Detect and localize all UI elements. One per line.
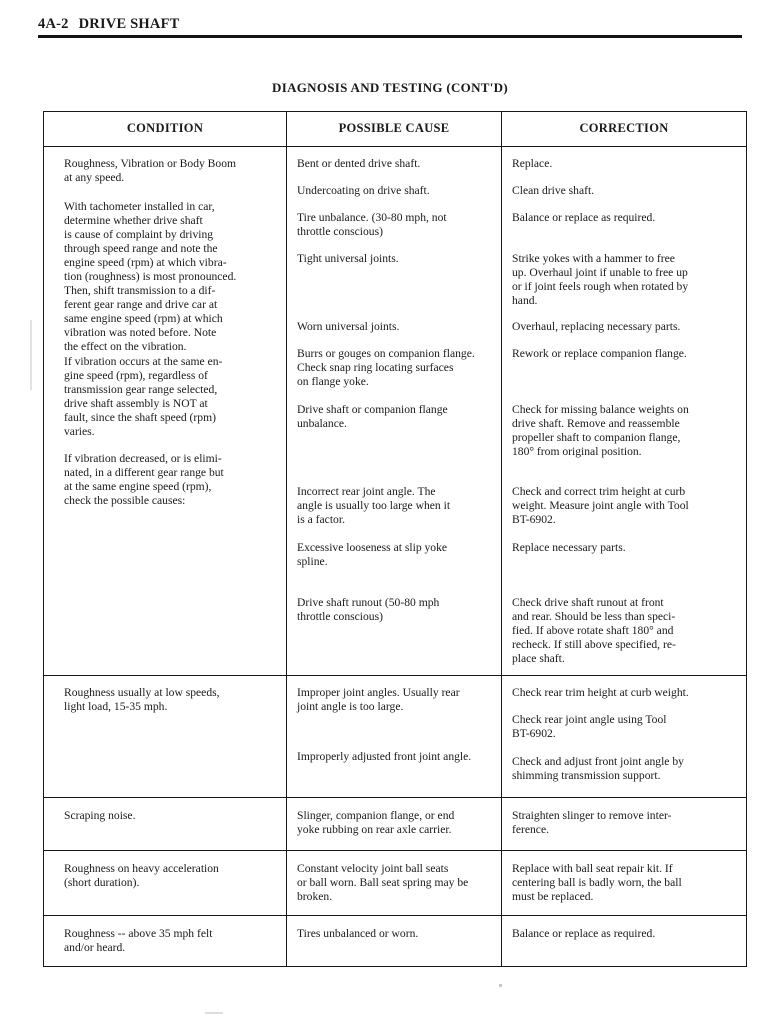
- column-header-correction: CORRECTION: [502, 112, 747, 147]
- cell-correction: [502, 916, 747, 967]
- cause-item: Tight universal joints.: [297, 252, 399, 265]
- cause-item: Improperly adjusted front joint angle.: [297, 750, 472, 763]
- cell-possible-cause: [287, 851, 502, 916]
- correction-item: Replace with ball seat repair kit. If centering ball is badly worn, the ball must be replaced.: [512, 862, 682, 903]
- cause-item: Constant velocity joint ball seats or ball worn. Ball seat spring may be broken.: [297, 862, 469, 903]
- column-header-possible-cause: POSSIBLE CAUSE: [287, 112, 502, 147]
- header-rule: [38, 35, 742, 38]
- cell-condition: [44, 851, 287, 916]
- cell-possible-cause: [287, 916, 502, 967]
- cause-item: Tire unbalance. (30-80 mph, not throttle conscious): [297, 211, 447, 238]
- diagnosis-table: [43, 111, 747, 967]
- correction-item: Check rear joint angle using Tool BT-6902.: [512, 713, 667, 740]
- chapter-title: DRIVE SHAFT: [78, 16, 180, 32]
- cause-item: Slinger, companion flange, or end yoke rubbing on rear axle carrier.: [297, 809, 455, 836]
- table-header-row: [44, 112, 747, 147]
- table-row: [44, 916, 747, 967]
- correction-item: Clean drive shaft.: [512, 184, 595, 197]
- cell-possible-cause: [287, 147, 502, 676]
- condition-paragraph: If vibration decreased, or is elimi- nated, in a different gear range but at the same engine speed (rpm), check the possible causes:: [64, 452, 224, 507]
- correction-item: Check for missing balance weights on drive shaft. Remove and reassemble propeller shaft to companion flange,: [512, 403, 689, 444]
- correction-item: Balance or replace as required.: [512, 211, 656, 224]
- correction-item: Check drive shaft runout at front and rear. Should be less than speci- fied. If above rotate shaft 180° and recheck. If still above specified, re- place shaft.: [512, 596, 676, 665]
- cell-condition: [44, 798, 287, 851]
- cause-item: Undercoating on drive shaft.: [297, 184, 430, 197]
- table-row: [44, 851, 747, 916]
- table-row: [44, 147, 747, 676]
- cell-possible-cause: [287, 676, 502, 798]
- cause-item: Burrs or gouges on companion flange. Check snap ring locating surfaces on flange yoke.: [297, 347, 475, 388]
- correction-item: Overhaul, replacing necessary parts.: [512, 320, 681, 333]
- cell-condition: [44, 916, 287, 967]
- cause-item: Bent or dented drive shaft.: [297, 157, 421, 170]
- condition-paragraph: Scraping noise.: [64, 809, 136, 822]
- correction-item: Balance or replace as required.: [512, 927, 656, 940]
- cell-possible-cause: [287, 798, 502, 851]
- condition-paragraph: With tachometer installed in car, determine whether drive shaft is cause of complaint by driving through speed range and note the engine speed (rpm) at which vibra- tion (roughness) is most pronounced. Then, shift transmission to a dif- ferent gear range and drive car at same engine speed (rpm) at which vibration was noted before. Note the effect on the vibration.: [64, 200, 237, 353]
- table-row: [44, 798, 747, 851]
- correction-item: Check and adjust front joint angle by shimming transmission support.: [512, 755, 684, 782]
- cause-item: Improper joint angles. Usually rear joint angle is too large.: [297, 686, 460, 713]
- cause-item: Worn universal joints.: [297, 320, 400, 333]
- scan-speck: [205, 1012, 223, 1014]
- correction-item: Rework or replace companion flange.: [512, 347, 687, 360]
- cell-correction: [502, 851, 747, 916]
- cell-correction: [502, 676, 747, 798]
- condition-paragraph: Roughness, Vibration or Body Boom at any speed.: [64, 157, 237, 184]
- condition-paragraph: Roughness on heavy acceleration (short duration).: [64, 862, 219, 889]
- cause-item: Excessive looseness at slip yoke spline.: [297, 541, 448, 568]
- page-header: [38, 16, 742, 38]
- condition-paragraph: Roughness usually at low speeds, light load, 15-35 mph.: [64, 686, 220, 713]
- correction-item: Check and correct trim height at curb weight. Measure joint angle with Tool BT-6902.: [512, 485, 689, 526]
- condition-paragraph: If vibration occurs at the same en- gine speed (rpm), regardless of transmission gear range selected, drive shaft assembly is NOT at fault, since the shaft speed (rpm) varies.: [64, 355, 223, 438]
- cause-item: Drive shaft or companion flange unbalance.: [297, 403, 448, 430]
- correction-item: Replace necessary parts.: [512, 541, 626, 554]
- cause-item: Incorrect rear joint angle. The angle is usually too large when it is a factor.: [297, 485, 451, 526]
- correction-item: Strike yokes with a hammer to free up. Overhaul joint if unable to free up or if joint feels rough when rotated by hand.: [512, 252, 689, 307]
- scan-speck: [499, 984, 502, 987]
- table-row: [44, 676, 747, 798]
- correction-item: 180° from original position.: [512, 445, 642, 458]
- cell-correction: [502, 798, 747, 851]
- correction-item: Replace.: [512, 157, 553, 170]
- page-number: 4A-2: [38, 16, 69, 32]
- cell-correction: [502, 147, 747, 676]
- cause-item: Tires unbalanced or worn.: [297, 927, 419, 940]
- condition-paragraph: Roughness -- above 35 mph felt and/or heard.: [64, 927, 213, 954]
- cause-item: Drive shaft runout (50-80 mph throttle conscious): [297, 596, 440, 623]
- cell-condition: [44, 147, 287, 676]
- section-title: DIAGNOSIS AND TESTING (CONT'D): [272, 80, 508, 95]
- column-header-condition: CONDITION: [44, 112, 287, 147]
- cell-condition: [44, 676, 287, 798]
- correction-item: Check rear trim height at curb weight.: [512, 686, 689, 699]
- page-header-text: [38, 16, 742, 33]
- correction-item: Straighten slinger to remove inter- ference.: [512, 809, 672, 836]
- scan-speck: [30, 320, 32, 390]
